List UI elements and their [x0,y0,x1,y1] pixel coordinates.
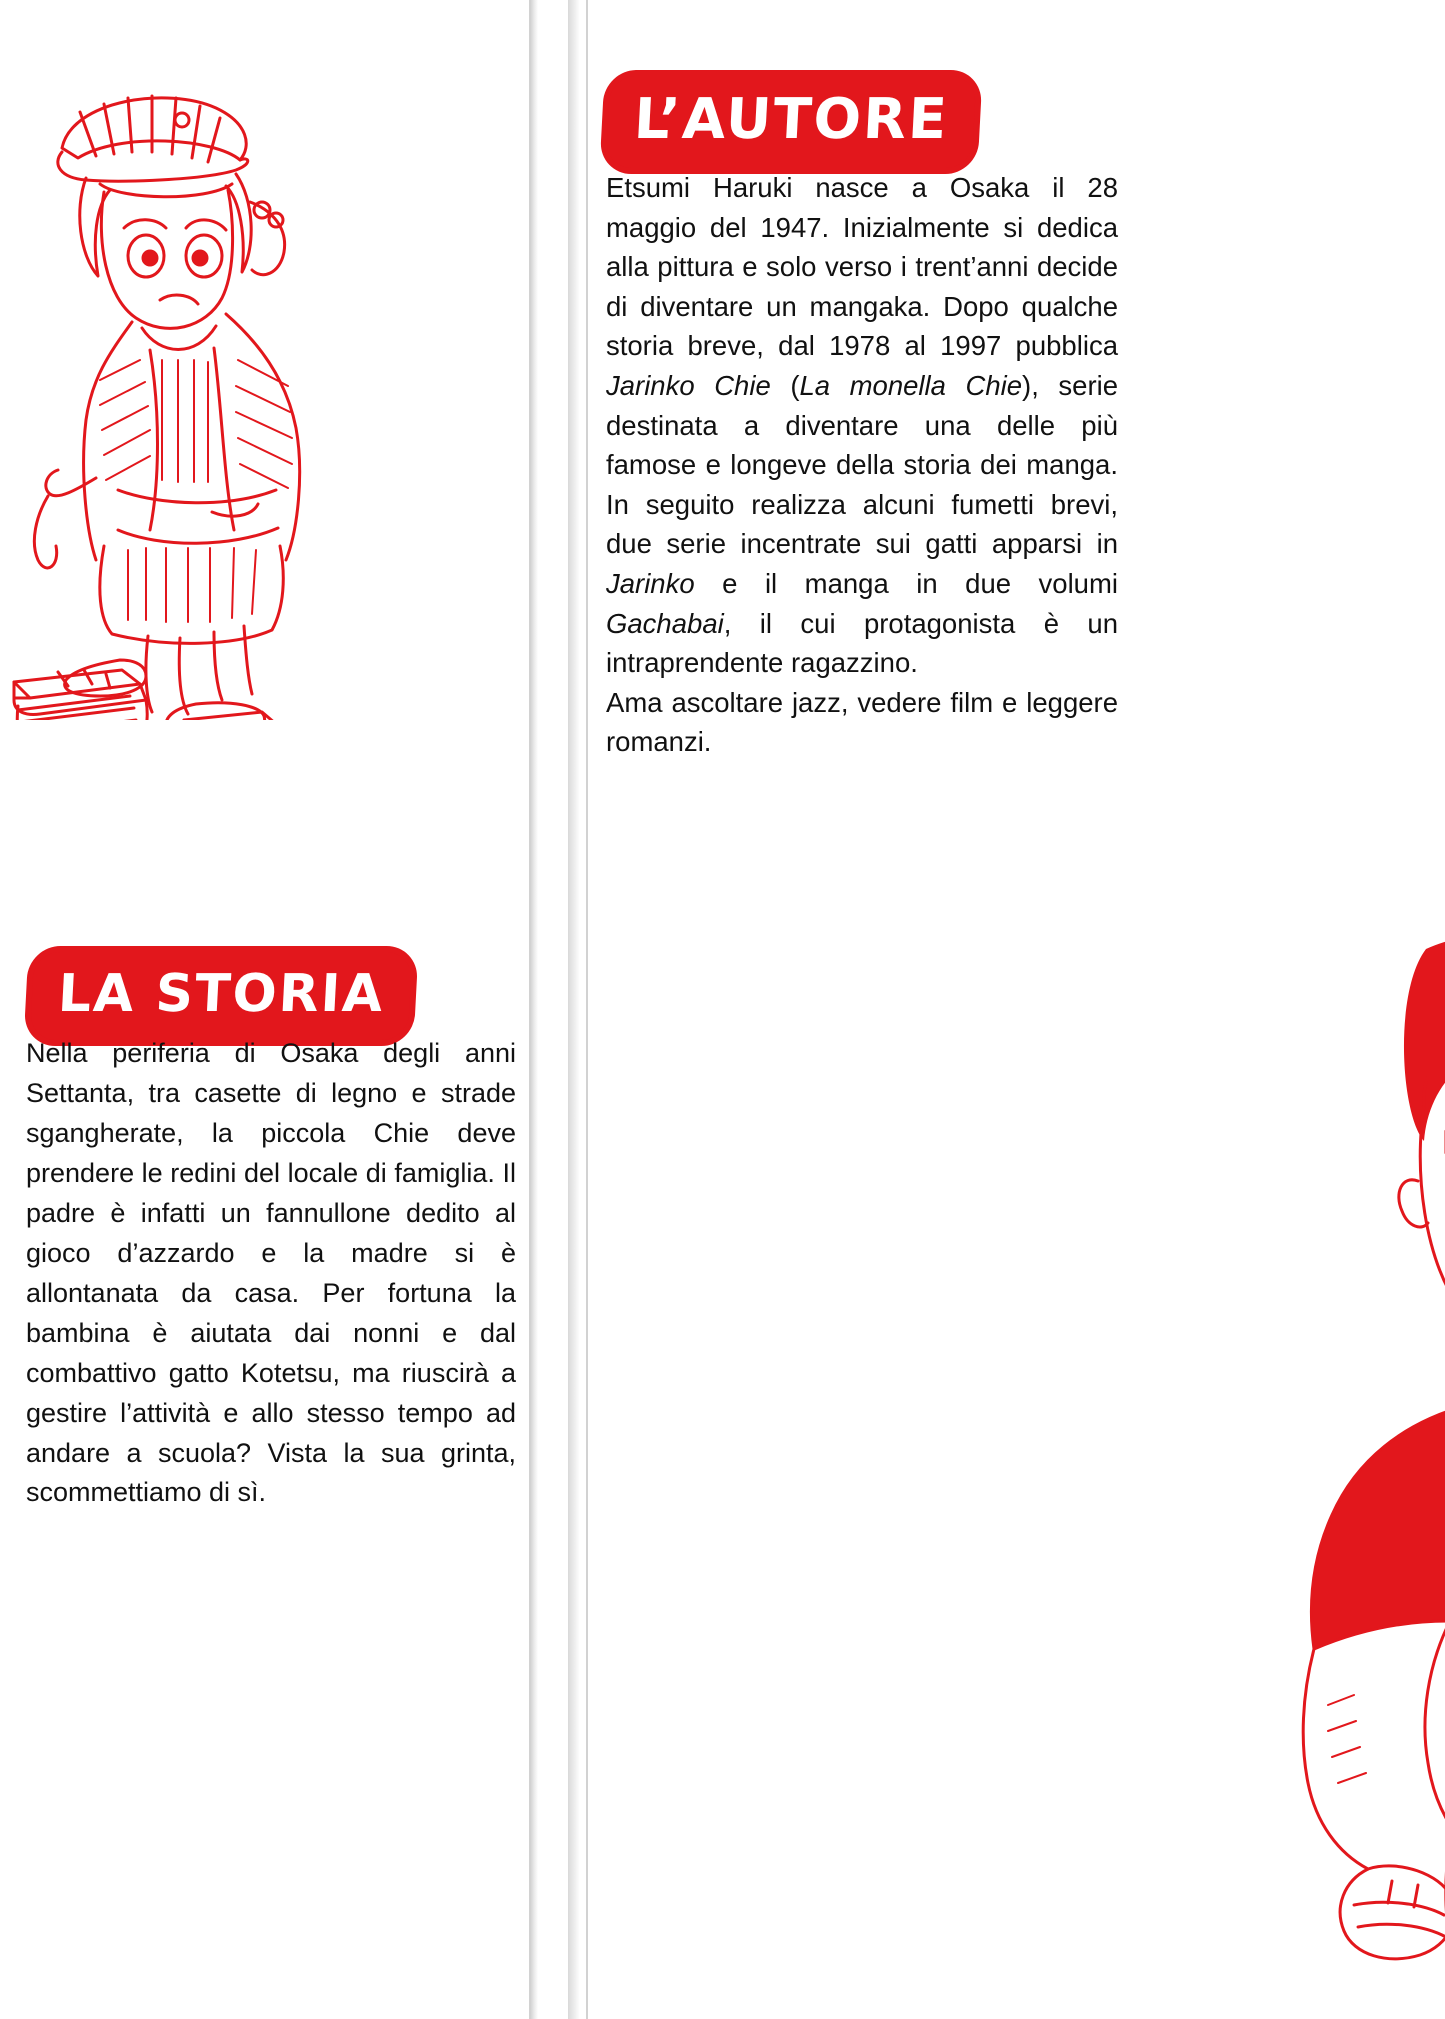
autore-text-e: , il cui protagonista è un intraprendente ragazzino. [606,607,1118,679]
autore-text-c: ), serie destinata a diventare una delle più famose e longeve della storia dei manga. In seguito realizza alcuni fumetti brevi, due serie incentrate sui gatti apparsi in [606,369,1119,560]
autore-text-d: e il manga in due volumi [694,567,1118,599]
storia-heading: LA STORIA [30,952,413,1040]
left-page [0,0,529,2019]
autore-paragraph-1 [606,168,1118,683]
autore-title-la-monella-chie: La monella Chie [799,369,1023,401]
autore-heading: L’AUTORE [606,76,977,168]
autore-title-gachabai: Gachabai [606,607,724,639]
chie-character-illustration [0,60,340,720]
autore-title-jarinko: Jarinko [606,567,695,599]
autore-paragraph-2: Ama ascoltare jazz, vedere film e leggere romanzi. [606,686,1118,758]
storia-body-text [26,1034,516,1513]
autore-text-a: Etsumi Haruki nasce a Osaka il 28 maggio del 1947. Inizialmente si dedica alla pittura e solo verso i trent’anni decide di diventare un mangaka. Dopo qualche storia breve, dal 1978 al 1997 pubblica [606,172,1118,362]
gutter-edge-left [529,0,531,2019]
autore-body-text [606,168,1118,762]
right-page [588,0,1445,2019]
page-gutter [528,0,590,2019]
tetsu-character-illustration [1188,905,1445,2019]
autore-text-b: ( [770,369,800,401]
storia-paragraph: Nella periferia di Osaka degli anni Settanta, tra casette di legno e strade sgangherate, la piccola Chie deve prendere le redini del locale di famiglia. Il padre è infatti un fannullone dedito al gioco d’azzardo e la madre si è allontanata da casa. Per fortuna la bambina è aiutata dai nonni e dal combattivo gatto Kotetsu, ma riuscirà a gestire l’attività e allo stesso tempo ad andare a scuola? Vista la sua grinta, scommettiamo di sì. [26,1038,516,1508]
autore-title-jarinko-chie: Jarinko Chie [606,369,771,401]
